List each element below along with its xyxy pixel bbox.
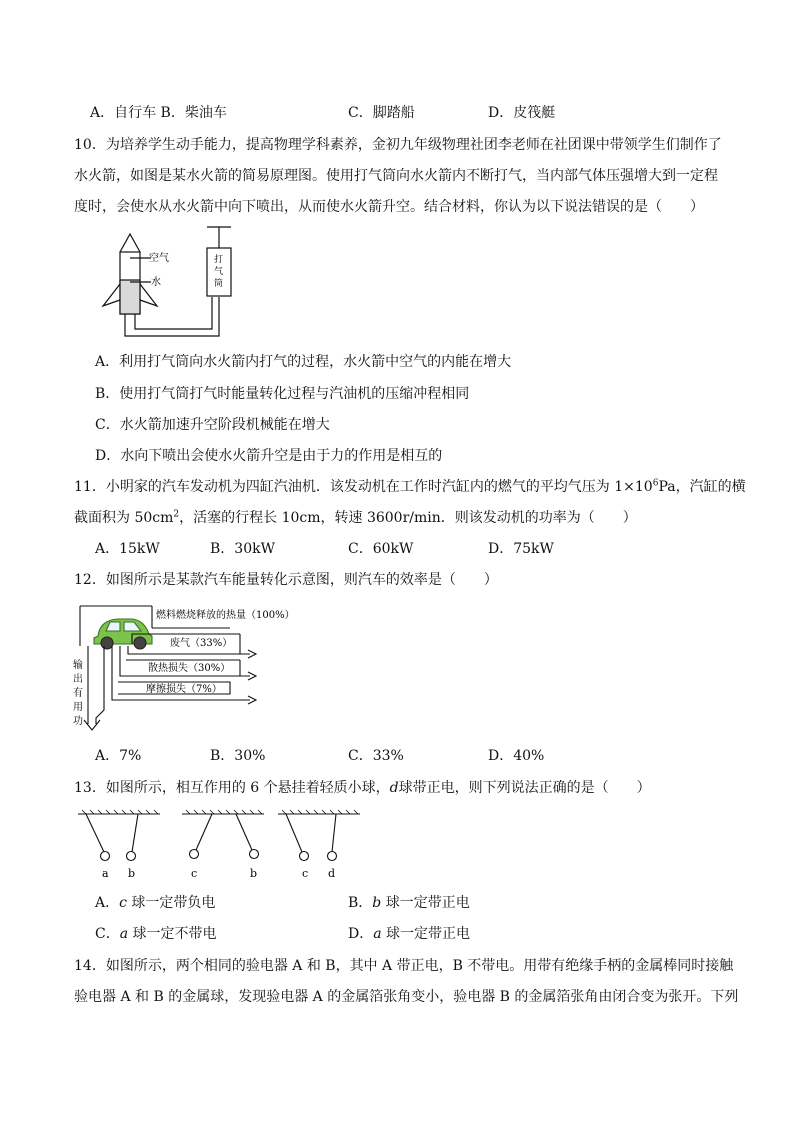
energy-flow-figure — [70, 600, 320, 735]
q11-line-2: 截面积为 $50cm^2$，活塞的行程长 10cm，转速 3600r/min．则该发动机的功率为（ ） — [74, 509, 637, 526]
charged-balls-figure — [74, 808, 374, 884]
q12-option-a: A．7% — [95, 748, 142, 764]
output-label-5: 功 — [73, 716, 83, 727]
output-label-1: 输 — [73, 660, 83, 671]
friction-loss-label: 摩擦损失（7%） — [146, 684, 222, 695]
q12-option-d: D．40% — [488, 748, 545, 764]
q13-option-c: C．a 球一定不带电 — [95, 926, 217, 942]
pump-label-1: 打 — [214, 255, 224, 265]
q10-option-b: B．使用打气筒打气时能量转化过程与汽油机的压缩冲程相同 — [95, 386, 470, 402]
ball-label-d: d — [328, 867, 336, 880]
q10-line-1: 10．为培养学生动手能力，提高物理学科素养，金初九年级物理社团李老师在社团课中带领学生们制作了 — [74, 137, 722, 153]
water-fill — [120, 280, 140, 314]
pump-label-2: 气 — [214, 267, 224, 277]
q12-option-b: B．30% — [210, 748, 266, 764]
ball-label-c2: c — [302, 867, 309, 880]
q11-option-a: A．15kW — [95, 541, 160, 557]
q10-line-3: 度时，会使水从水火箭中向下喷出，从而使水火箭升空。结合材料，你认为以下说法错误的是（ ） — [74, 199, 704, 215]
output-label-3: 有 — [73, 688, 83, 699]
water-label: 水 — [151, 277, 161, 288]
total-energy-label: 燃料燃烧释放的热量（100%） — [156, 610, 295, 621]
output-label-2: 出 — [73, 674, 83, 685]
q11-line-1: 11．小明家的汽车发动机为四缸汽油机．该发动机在工作时汽缸内的燃气的平均气压为 $1\times 10^6Pa$，汽缸的横 — [74, 478, 746, 495]
q11-option-b: B．30kW — [210, 541, 275, 557]
q11-option-c: C．60kW — [348, 541, 414, 557]
q12-option-c: C．33% — [348, 748, 404, 764]
ball-label-b2: b — [250, 867, 258, 880]
q10-line-2: 水火箭，如图是某水火箭的简易原理图。使用打气筒向水火箭内不断打气，当内部气体压强增大到一定程 — [74, 168, 718, 184]
q9-option-c: C．脚踏船 — [348, 105, 415, 121]
q14-line-2: 验电器 A 和 B 的金属球，发现验电器 A 的金属箔张角变小，验电器 B 的金属箔张角由闭合变为张开。下列 — [74, 989, 739, 1005]
pump-label-3: 筒 — [214, 279, 224, 289]
exhaust-label: 废气（33%） — [170, 638, 233, 649]
q13-option-b: B．b 球一定带正电 — [348, 895, 470, 911]
q13-option-d: D．a 球一定带正电 — [348, 926, 471, 942]
q13-line: 13．如图所示，相互作用的 6 个悬挂着轻质小球，d球带正电，则下列说法正确的是（ ） — [74, 780, 651, 796]
q14-line-1: 14．如图所示，两个相同的验电器 A 和 B，其中 A 带正电，B 不带电。用带有绝缘手柄的金属棒同时接触 — [74, 958, 734, 974]
q12-line: 12．如图所示是某款汽车能量转化示意图，则汽车的效率是（ ） — [74, 572, 498, 588]
q10-option-c: C．水火箭加速升空阶段机械能在增大 — [95, 417, 330, 433]
q9-option-ab: A．自行车 B．柴油车 — [90, 105, 227, 121]
ball-label-a: a — [102, 867, 109, 880]
heat-loss-label: 散热损失（30%） — [148, 663, 231, 674]
water-rocket-figure — [95, 222, 265, 344]
air-label: 空气 — [149, 253, 169, 264]
q10-option-a: A．利用打气筒向水火箭内打气的过程，水火箭中空气的内能在增大 — [95, 354, 512, 370]
q9-option-d: D．皮筏艇 — [488, 105, 556, 121]
output-label-4: 用 — [73, 702, 83, 713]
ball-label-c1: c — [191, 867, 198, 880]
q13-option-a: A．c 球一定带负电 — [95, 895, 216, 911]
ball-label-b1: b — [128, 867, 136, 880]
q11-option-d: D．75kW — [488, 541, 554, 557]
q10-option-d: D．水向下喷出会使水火箭升空是由于力的作用是相互的 — [95, 448, 443, 464]
